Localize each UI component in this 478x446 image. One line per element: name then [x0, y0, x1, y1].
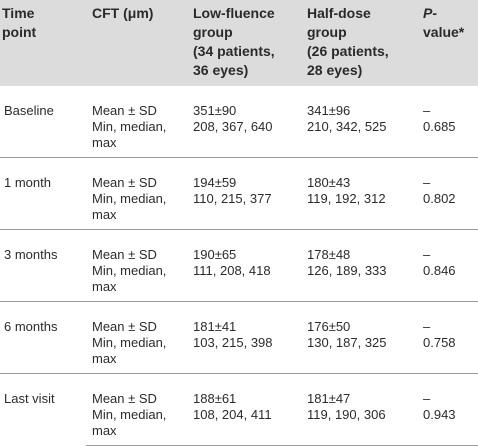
p-value-dash-cell: – [417, 374, 478, 408]
half-dose-min-median-max-cell: 119, 190, 306 [301, 407, 417, 446]
p-value-dash-cell: – [417, 158, 478, 192]
time-point-cell: Baseline [4, 103, 54, 118]
stat-min-median-max-cell: Min, median, max [92, 119, 167, 150]
p-value-cell: 0.802 [423, 191, 456, 206]
table-row [0, 86, 478, 119]
time-point-cell: 3 months [0, 230, 86, 302]
stat-mean-sd-cell: Mean ± SD [86, 374, 187, 408]
p-value-cell: 0.685 [423, 119, 456, 134]
p-value-cell: 0.758 [423, 335, 456, 350]
low-fluence-mean-cell: 190±65 [187, 230, 301, 264]
half-dose-mean-cell: 178±48 [301, 230, 417, 264]
half-dose-min-median-max-cell: 126, 189, 333 [307, 263, 387, 278]
table-row [0, 158, 478, 192]
half-dose-mean-cell: 341±96 [307, 103, 351, 118]
stat-min-median-max-cell: Min, median, max [92, 263, 167, 294]
p-value-dash-cell: – [417, 302, 478, 336]
low-fluence-min-median-max-cell: 110, 215, 377 [193, 191, 272, 206]
half-dose-mean-cell: 180±43 [301, 158, 417, 192]
stat-mean-sd-cell: Mean ± SD [86, 230, 187, 264]
low-fluence-mean-cell: 188±61 [187, 374, 301, 408]
low-fluence-min-median-max-cell: 111, 208, 418 [193, 263, 271, 278]
time-point-cell: 6 months [0, 302, 86, 374]
stat-min-median-max-cell: Min, median, max [92, 191, 167, 222]
stat-min-median-max-cell: Min, median, max [92, 335, 167, 366]
low-fluence-min-median-max-cell: 108, 204, 411 [187, 407, 301, 446]
stat-min-median-max-cell: Min, median, max [86, 407, 187, 446]
table-row [0, 230, 478, 264]
stat-mean-sd-cell: Mean ± SD [86, 158, 187, 192]
header-p-value: P-value* [423, 5, 465, 40]
half-dose-mean-cell: 181±47 [301, 374, 417, 408]
header-time-point: Time point [2, 5, 37, 40]
table-header-row [0, 0, 478, 86]
half-dose-min-median-max-cell: 130, 187, 325 [307, 335, 387, 350]
header-half-dose-group: Half-dose group (26 patients, 28 eyes) [307, 5, 389, 78]
stat-mean-sd-cell: Mean ± SD [86, 302, 187, 336]
p-value-cell: 0.846 [423, 263, 456, 278]
p-value-cell: 0.943 [417, 407, 478, 446]
header-cft: CFT (μm) [92, 5, 154, 21]
half-dose-min-median-max-cell: 210, 342, 525 [307, 119, 387, 134]
header-low-fluence-group: Low-fluence group (34 patients, 36 eyes) [193, 5, 275, 78]
table-row [0, 302, 478, 336]
time-point-cell: 1 month [0, 158, 86, 230]
stat-mean-sd-cell: Mean ± SD [92, 103, 157, 118]
table-row [0, 374, 478, 408]
low-fluence-min-median-max-cell: 103, 215, 398 [193, 335, 273, 350]
table-body [0, 86, 478, 446]
low-fluence-min-median-max-cell: 208, 367, 640 [193, 119, 273, 134]
half-dose-mean-cell: 176±50 [301, 302, 417, 336]
p-value-dash-cell: – [423, 103, 431, 118]
low-fluence-mean-cell: 351±90 [193, 103, 237, 118]
low-fluence-mean-cell: 194±59 [187, 158, 301, 192]
p-value-dash-cell: – [417, 230, 478, 264]
half-dose-min-median-max-cell: 119, 192, 312 [307, 191, 386, 206]
time-point-cell: Last visit [0, 374, 86, 446]
low-fluence-mean-cell: 181±41 [187, 302, 301, 336]
